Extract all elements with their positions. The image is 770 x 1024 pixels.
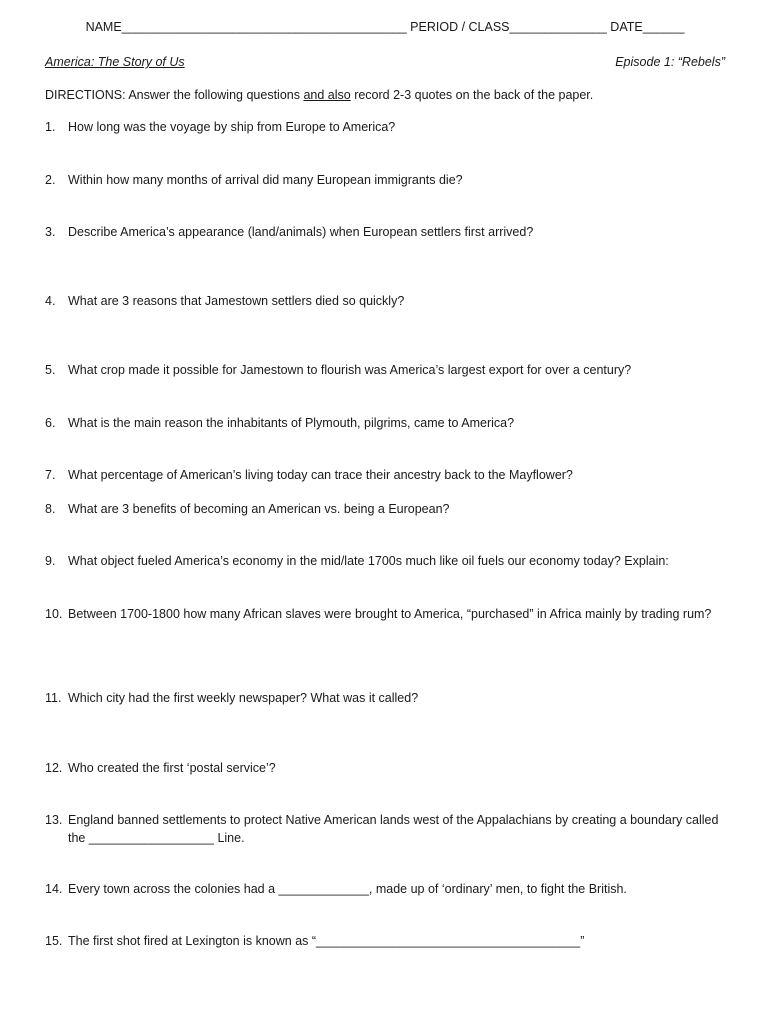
question-number: 4. [45, 294, 56, 308]
question-text: How long was the voyage by ship from Europe to America? [68, 120, 396, 134]
question-number: 15. [45, 934, 63, 948]
question-number: 2. [45, 173, 56, 187]
question-number: 13. [45, 813, 63, 827]
question-text: Describe America’s appearance (land/animals) when European settlers first arrived? [68, 225, 534, 239]
question-text: What percentage of American’s living today can trace their ancestry back to the Mayflower? [68, 468, 573, 482]
directions-underlined: and also [303, 88, 351, 102]
question-text: Who created the first ‘postal service’? [68, 761, 276, 775]
question-number: 1. [45, 120, 56, 134]
directions-text-end: record 2-3 quotes on the back of the paper. [350, 88, 594, 102]
question-text: Between 1700-1800 how many African slaves were brought to America, “purchased” in Africa mainly by trading rum? [68, 607, 712, 621]
question-text: The first shot fired at Lexington is known as “______________________________________” [68, 934, 585, 948]
question-number: 3. [45, 225, 56, 239]
question-number: 14. [45, 882, 63, 896]
question-text: England banned settlements to protect Native American lands west of the Appalachians by creating a boundary called the __________________ Line. [68, 813, 719, 845]
question-number: 10. [45, 607, 63, 621]
directions [45, 86, 735, 104]
student-info-header: NAME_________________________________________ PERIOD / CLASS______________ DATE______ [85, 20, 685, 34]
question-text: What are 3 benefits of becoming an American vs. being a European? [68, 502, 450, 516]
episode-title: Episode 1: “Rebels” [615, 55, 725, 69]
directions-text-start: DIRECTIONS: Answer the following questions [45, 88, 304, 102]
question-text: What object fueled America’s economy in the mid/late 1700s much like oil fuels our economy today? Explain: [68, 554, 669, 568]
worksheet-title: America: The Story of Us [45, 55, 185, 69]
question-number: 7. [45, 468, 56, 482]
question-text: What are 3 reasons that Jamestown settlers died so quickly? [68, 294, 405, 308]
question-number: 12. [45, 761, 63, 775]
question-number: 5. [45, 363, 56, 377]
question-number: 6. [45, 416, 56, 430]
question-text: What is the main reason the inhabitants of Plymouth, pilgrims, came to America? [68, 416, 515, 430]
question-number: 9. [45, 554, 56, 568]
question-number: 11. [45, 691, 62, 705]
question-number: 8. [45, 502, 56, 516]
question-text: What crop made it possible for Jamestown to flourish was America’s largest export for over a century? [68, 363, 632, 377]
title-row [45, 53, 725, 71]
question-text: Which city had the first weekly newspaper? What was it called? [68, 691, 419, 705]
question-text: Within how many months of arrival did many European immigrants die? [68, 173, 463, 187]
question-text: Every town across the colonies had a _____________, made up of ‘ordinary’ men, to fight the British. [68, 882, 627, 896]
